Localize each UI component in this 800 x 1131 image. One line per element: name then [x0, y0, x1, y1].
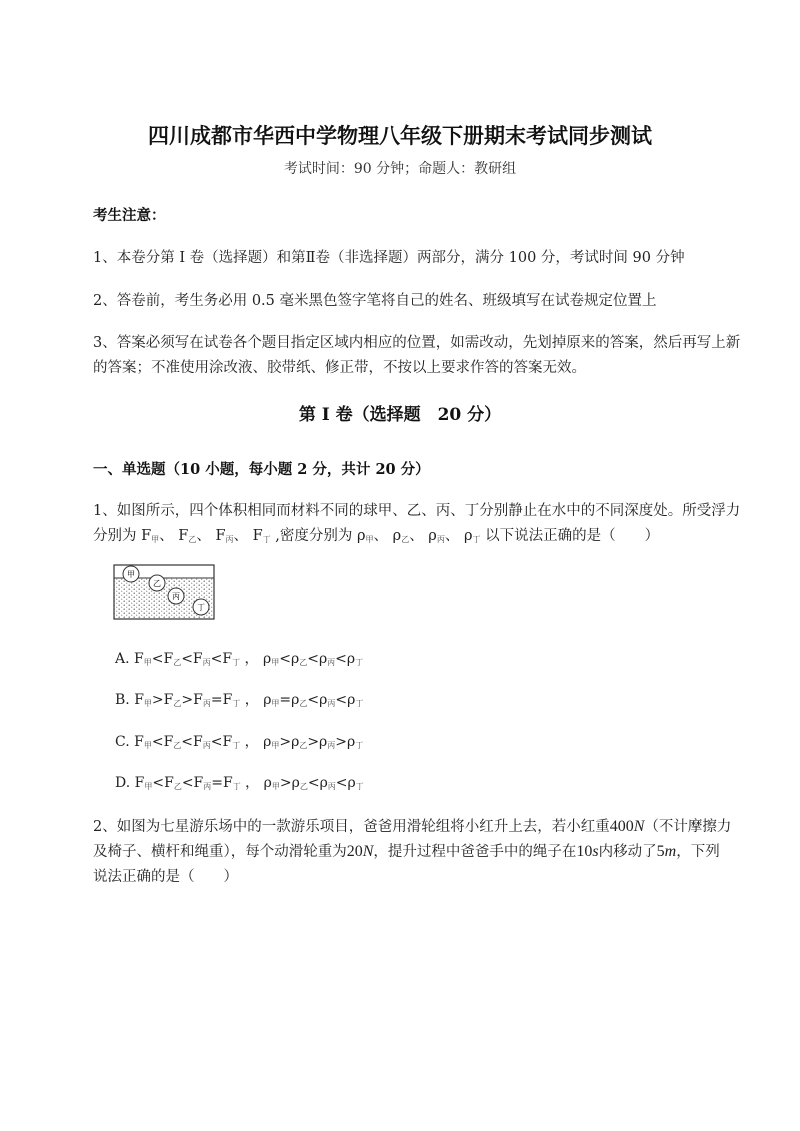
density-symbol: ρ [263, 775, 272, 791]
density-symbol: ρ [392, 528, 402, 544]
force-symbol: F [193, 692, 203, 708]
force-symbol: F [163, 734, 174, 750]
question-2-line-2 [93, 840, 720, 861]
relation: = [279, 692, 292, 708]
notice-item-3-line-2: 的答案；不准使用涂改液、胶带纸、修正带，不按以上要求作答的答案无效。 [93, 360, 586, 376]
density-sub: 乙 [401, 535, 410, 544]
force-sub: 丙 [203, 782, 212, 791]
question-group-heading: 一、单选题（10 小题，每小题 2 分，共计 20 分） [93, 461, 430, 478]
relation: < [152, 775, 165, 791]
relation: < [335, 651, 347, 667]
density-sub: 丁 [355, 699, 364, 708]
force-symbol: F [178, 528, 189, 544]
force-symbol: F [192, 651, 203, 667]
notice-item-2: 2、答卷前，考生务必用 0.5 毫米黑色签字笔将自己的姓名、班级填写在试卷规定位置上 [93, 293, 657, 309]
force-symbol: F [222, 734, 233, 750]
relation: < [279, 651, 291, 667]
force-symbol: F [215, 528, 226, 544]
density-sub: 丙 [327, 782, 336, 791]
force-sub: 丁 [262, 535, 271, 544]
density-sub: 丁 [355, 741, 364, 750]
option-letter: D. [115, 775, 131, 791]
density-sub: 甲 [365, 535, 374, 544]
density-sub: 乙 [299, 699, 308, 708]
density-sub: 甲 [271, 782, 280, 791]
density-symbol: ρ [291, 692, 300, 708]
density-symbol: ρ [357, 528, 366, 544]
q1-text-prefix: 分别为 [93, 528, 137, 544]
density-sub: 丙 [327, 741, 336, 750]
force-sub: 甲 [151, 535, 160, 544]
density-sub: 丙 [436, 535, 445, 544]
force-sub: 乙 [173, 782, 182, 791]
separator: 、 [373, 528, 389, 544]
force-sub: 乙 [173, 741, 182, 750]
separator: ， [244, 651, 259, 667]
density-symbol: ρ [263, 692, 272, 708]
q2-text: 2、如图为七星游乐场中的一款游乐项目，爸爸用滑轮组将小红升上去，若小红重 [93, 819, 610, 835]
relation: = [210, 692, 223, 708]
density-sub: 丁 [472, 535, 481, 544]
distance-unit: m [664, 843, 677, 860]
relation: < [335, 775, 348, 791]
distance-value [657, 843, 677, 860]
q2-text: 内移动了 [598, 844, 657, 860]
density-sub: 丙 [327, 699, 336, 708]
relation: < [151, 734, 164, 750]
time-unit: s [592, 843, 599, 860]
force-symbol: F [252, 528, 263, 544]
relation: > [279, 775, 292, 791]
force-sub: 甲 [143, 658, 152, 667]
density-symbol: ρ [319, 734, 328, 750]
option-letter: C. [115, 734, 130, 750]
q1-text-suffix: 以下说法正确的是（ ） [485, 528, 660, 544]
separator: ， [245, 775, 260, 791]
force-symbol: F [222, 692, 233, 708]
density-symbol: ρ [290, 651, 300, 667]
ball-label: 乙 [153, 579, 161, 588]
force-symbol: F [134, 775, 145, 791]
relation: > [151, 692, 164, 708]
density-sub: 丙 [327, 658, 336, 667]
relation: < [181, 734, 194, 750]
density-symbol: ρ [428, 528, 437, 544]
force-sub: 乙 [173, 699, 182, 708]
force-sub: 丁 [232, 699, 241, 708]
page-title: 四川成都市华西中学物理八年级下册期末考试同步测试 [148, 123, 652, 148]
ball-yi [149, 575, 165, 591]
force-sub: 丙 [202, 699, 211, 708]
time-value [576, 843, 598, 860]
q2-text: ，提升过程中爸爸手中的绳子在 [373, 844, 577, 860]
option-a[interactable] [115, 648, 363, 668]
force-sub: 丙 [202, 658, 211, 667]
relation: < [210, 734, 223, 750]
question-1-line-1: 1、如图所示，四个体积相同而材料不同的球甲、乙、丙、丁分别静止在水中的不同深度处。所受浮力 [93, 503, 741, 519]
ball-label: 丁 [197, 603, 205, 612]
density-sub: 丁 [355, 658, 364, 667]
relation: > [335, 734, 348, 750]
force-symbol: F [193, 734, 203, 750]
density-symbol: ρ [318, 651, 328, 667]
density-symbol: ρ [346, 651, 356, 667]
notice-item-3-line-1: 3、答案必须写在试卷各个题目指定区域内相应的位置，如需改动，先划掉原来的答案，然后再写上新 [93, 335, 741, 351]
density-sub: 甲 [271, 741, 280, 750]
force-symbol: F [134, 651, 144, 667]
force-symbol: F [163, 651, 174, 667]
relation: < [335, 692, 348, 708]
relation: > [181, 692, 194, 708]
density-sub: 甲 [271, 699, 280, 708]
option-letter: B. [115, 692, 130, 708]
force-sub: 丙 [202, 741, 211, 750]
separator: ， [244, 734, 259, 750]
relation: < [307, 775, 320, 791]
force-sub: 丁 [232, 741, 241, 750]
relation: = [211, 775, 223, 791]
ball-label: 甲 [127, 570, 135, 579]
relation: < [210, 651, 223, 667]
force-sub: 丁 [232, 658, 241, 667]
q1-force-list [137, 528, 276, 544]
force-sub: 丁 [232, 782, 241, 791]
section-title: 第 I 卷（选择题 20 分） [298, 405, 502, 425]
separator: 、 [196, 528, 211, 544]
density-sub: 乙 [299, 658, 308, 667]
ball-ding [193, 599, 209, 615]
notice-heading: 考生注意： [93, 207, 166, 224]
weight-value [610, 818, 645, 835]
density-sub: 甲 [271, 658, 280, 667]
force-symbol: F [193, 775, 204, 791]
force-symbol: F [223, 775, 233, 791]
force-symbol: F [222, 651, 233, 667]
question-1-line-2 [93, 524, 659, 545]
pulley-weight-value [347, 843, 374, 860]
force-sub: 乙 [173, 658, 182, 667]
density-symbol: ρ [263, 651, 272, 667]
time-number: 10 [576, 843, 593, 860]
weight-number: 400 [609, 818, 634, 835]
option-d[interactable] [115, 772, 364, 792]
density-symbol: ρ [319, 775, 328, 791]
pulley-weight-number: 20 [346, 843, 363, 860]
density-symbol: ρ [291, 734, 300, 750]
force-symbol: F [134, 734, 144, 750]
relation: > [279, 734, 292, 750]
relation: < [181, 651, 193, 667]
option-b[interactable] [115, 689, 363, 709]
force-sub: 乙 [188, 535, 197, 544]
force-sub: 甲 [144, 782, 153, 791]
q2-text: 及椅子、横杆和绳重），每个动滑轮重为 [93, 844, 347, 860]
separator: 、 [159, 528, 174, 544]
density-symbol: ρ [263, 734, 272, 750]
water-tank-figure [113, 564, 215, 620]
relation: < [307, 692, 320, 708]
force-symbol: F [141, 528, 152, 544]
relation: < [307, 651, 319, 667]
density-symbol: ρ [463, 528, 473, 544]
distance-number: 5 [656, 843, 665, 860]
density-sub: 乙 [299, 741, 308, 750]
q1-text-mid: ,密度分别为 [275, 528, 353, 544]
ball-bing [168, 588, 184, 604]
separator: 、 [233, 528, 249, 544]
density-symbol: ρ [347, 734, 356, 750]
density-symbol: ρ [319, 692, 328, 708]
q2-text: （不计摩擦力 [644, 819, 732, 835]
relation: < [151, 651, 164, 667]
question-2-line-3: 说法正确的是（ ） [93, 869, 238, 885]
force-sub: 丙 [225, 535, 234, 544]
ball-label: 丙 [172, 592, 180, 601]
relation: > [307, 734, 320, 750]
pulley-weight-unit: N [362, 843, 374, 860]
relation: < [181, 775, 194, 791]
density-sub: 乙 [299, 782, 308, 791]
force-symbol: F [164, 775, 174, 791]
ball-jia [123, 566, 139, 582]
force-sub: 甲 [143, 699, 152, 708]
density-sub: 丁 [355, 782, 364, 791]
force-sub: 甲 [143, 741, 152, 750]
separator: 、 [444, 528, 460, 544]
q2-text: ，下列 [676, 844, 720, 860]
density-symbol: ρ [347, 775, 356, 791]
q1-density-list [352, 528, 485, 544]
force-symbol: F [163, 692, 174, 708]
density-symbol: ρ [347, 692, 356, 708]
option-letter: A. [115, 651, 130, 667]
density-symbol: ρ [291, 775, 300, 791]
exam-subtitle: 考试时间：90 分钟；命题人：教研组 [283, 161, 517, 177]
force-symbol: F [134, 692, 144, 708]
option-c[interactable] [115, 731, 363, 751]
separator: ， [244, 692, 259, 708]
notice-item-1: 1、本卷分第 I 卷（选择题）和第Ⅱ卷（非选择题）两部分，满分 100 分，考试时间 90 分钟 [93, 250, 685, 266]
weight-unit: N [633, 818, 645, 835]
question-2-line-1 [93, 815, 731, 836]
separator: 、 [409, 528, 424, 544]
